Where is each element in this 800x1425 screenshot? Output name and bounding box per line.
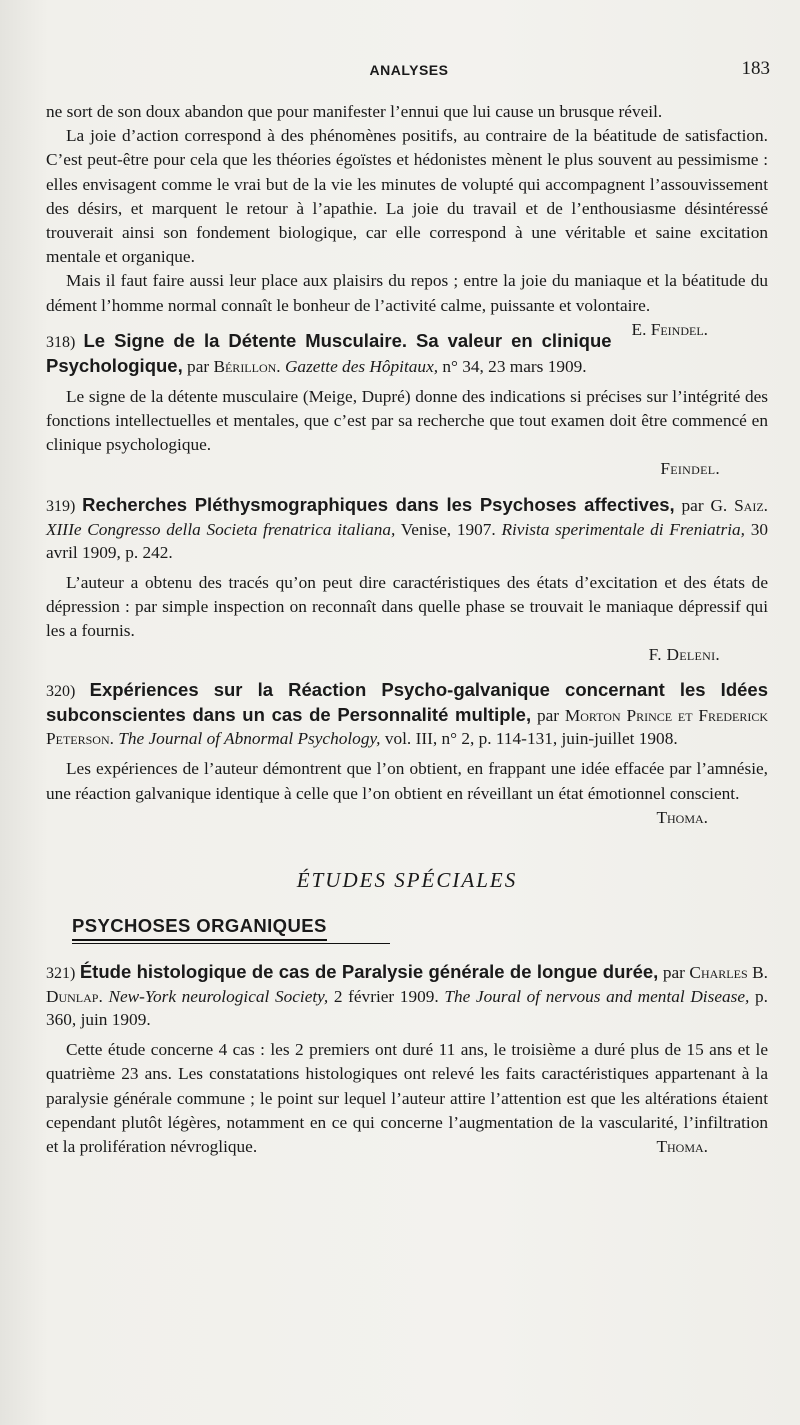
- entry-author: Bérillon.: [213, 356, 281, 376]
- entry-author: Morton Prince et Frederick Peterson.: [46, 706, 769, 749]
- entry-body-text: Cette étude concerne 4 cas : les 2 premiers ont duré 11 ans, le troisième a duré plus de 15 ans et le quatrième 23 ans. Les constatations histologiques ont relevé les faits caractéristiques appartenant à la paralysie générale commune ; le point sur lequel l’auteur attire l’attention est que les altérations étaient cependant plutôt légères, notamment en ce qui concerne l’augmentation de la vascularité, l’infiltration et la prolifération névroglique.: [46, 1040, 768, 1157]
- paragraph: [46, 269, 768, 339]
- entry-by: par: [681, 495, 704, 515]
- entry-heading: [46, 678, 768, 750]
- entry-title: Le Signe de la Détente Musculaire. Sa valeur en clinique Psychologique,: [46, 329, 612, 376]
- section-title: ÉTUDES SPÉCIALES: [296, 867, 518, 892]
- entry-number: 320): [46, 683, 76, 701]
- paragraph: ne sort de son doux abandon que pour manifester l’ennui que lui cause un brusque réveil.: [46, 102, 663, 121]
- subsection-title: PSYCHOSES ORGANIQUES: [72, 914, 327, 941]
- entry-319: [46, 493, 768, 668]
- entry-by: par: [536, 706, 560, 726]
- subsection-rule: [72, 943, 390, 944]
- entry-details-2: p. 360, juin 1909.: [46, 987, 768, 1030]
- entry-title: Recherches Pléthysmographiques dans les Psychoses affectives,: [82, 493, 675, 515]
- entry-source: Gazette des Hôpitaux,: [284, 356, 439, 376]
- entry-body-text: Les expériences de l’auteur démontrent que l’on obtient, en frappant une idée effacée par l’amnésie, une réaction galvanique identique à celle que l’on obtient en réveillant un état émotionnel conscient.: [46, 759, 768, 803]
- paragraph-text: Mais il faut faire aussi leur place aux plaisirs du repos ; entre la joie du maniaque et la béatitude du dément l’homme normal connaît le bonheur de l’activité calme, puissante et volontaire.: [46, 271, 768, 315]
- entry-details: Venise, 1907.: [400, 519, 496, 539]
- entry-source: New-York neurological Society,: [108, 987, 329, 1007]
- entry-318: [46, 329, 768, 482]
- entry-details: vol. III, n° 2, p. 114-131, juin-juillet 1908.: [384, 729, 678, 749]
- entry-heading: [46, 493, 768, 564]
- entry-321: [46, 960, 768, 1159]
- entry-details: 2 février 1909.: [333, 987, 439, 1007]
- entry-author: Charles B. Dunlap.: [46, 963, 768, 1007]
- running-title: ANALYSES: [369, 62, 449, 78]
- entry-number: 319): [46, 497, 76, 515]
- signature: F. Deleni.: [648, 645, 720, 665]
- entry-number: 321): [46, 965, 76, 983]
- entry-by: par: [187, 356, 210, 376]
- entry-body: [46, 757, 768, 827]
- signature: E. Feindel.: [631, 319, 708, 339]
- entry-body: L’auteur a obtenu des tracés qu’on peut dire caractéristiques des états d’excitation et des états de dépression : par simple inspection on reconnaît dans quelle phase se trouvait le maniaque dépressif qui les a fournis.: [46, 572, 768, 641]
- page-content: [46, 100, 768, 1159]
- entry-details-2: 30 avril 1909, p. 242.: [46, 519, 768, 562]
- entry-source-2: Rivista sperimentale di Freniatria,: [501, 519, 745, 539]
- entry-by: par: [662, 963, 685, 983]
- page-number: 183: [741, 58, 770, 79]
- entry-author: G. Saiz.: [710, 495, 768, 515]
- entry-source: The Journal of Abnormal Psychology,: [118, 729, 381, 749]
- running-head: [48, 58, 770, 82]
- entry-heading: [46, 960, 768, 1031]
- entry-body: Le signe de la détente musculaire (Meige, Dupré) donne des indications si précises sur l’intégrité des fonctions intellectuelles et mentales, que c’est par sa recherche que tout examen doit être commencé en clinique psychologique.: [46, 386, 768, 455]
- entry-source: XIIIe Congresso della Societa frenatrica italiana,: [46, 519, 396, 539]
- signature: Thoma.: [656, 807, 708, 827]
- signature: Feindel.: [660, 459, 720, 479]
- entry-body: [46, 1038, 768, 1159]
- paragraph: La joie d’action correspond à des phénomènes positifs, au contraire de la béatitude de satisfaction. C’est peut-être pour cela que les théories égoïstes et hédonistes mènent le plus souvent au pessimisme : elles envisagent comme le vrai but de la vie les minutes de volupté qui accompagnent l’assouvissement des désirs, et marquent le retour à l’apathie. La joie du travail et de l’enthousiasme désintéressé trouverait ainsi son fondement biologique, car elle correspond à une véritable et saine excitation mentale et organique.: [46, 126, 768, 267]
- entry-source-2: The Joural of nervous and mental Disease,: [444, 987, 750, 1007]
- entry-details: n° 34, 23 mars 1909.: [442, 356, 587, 376]
- entry-320: [46, 678, 769, 827]
- entry-title: Étude histologique de cas de Paralysie générale de longue durée,: [79, 961, 659, 983]
- entry-title: Expériences sur la Réaction Psycho-galvanique concernant les Idées subconscientes dans un cas de Personnalité multiple,: [46, 679, 768, 726]
- signature: Thoma.: [656, 1137, 708, 1157]
- entry-number: 318): [46, 333, 76, 351]
